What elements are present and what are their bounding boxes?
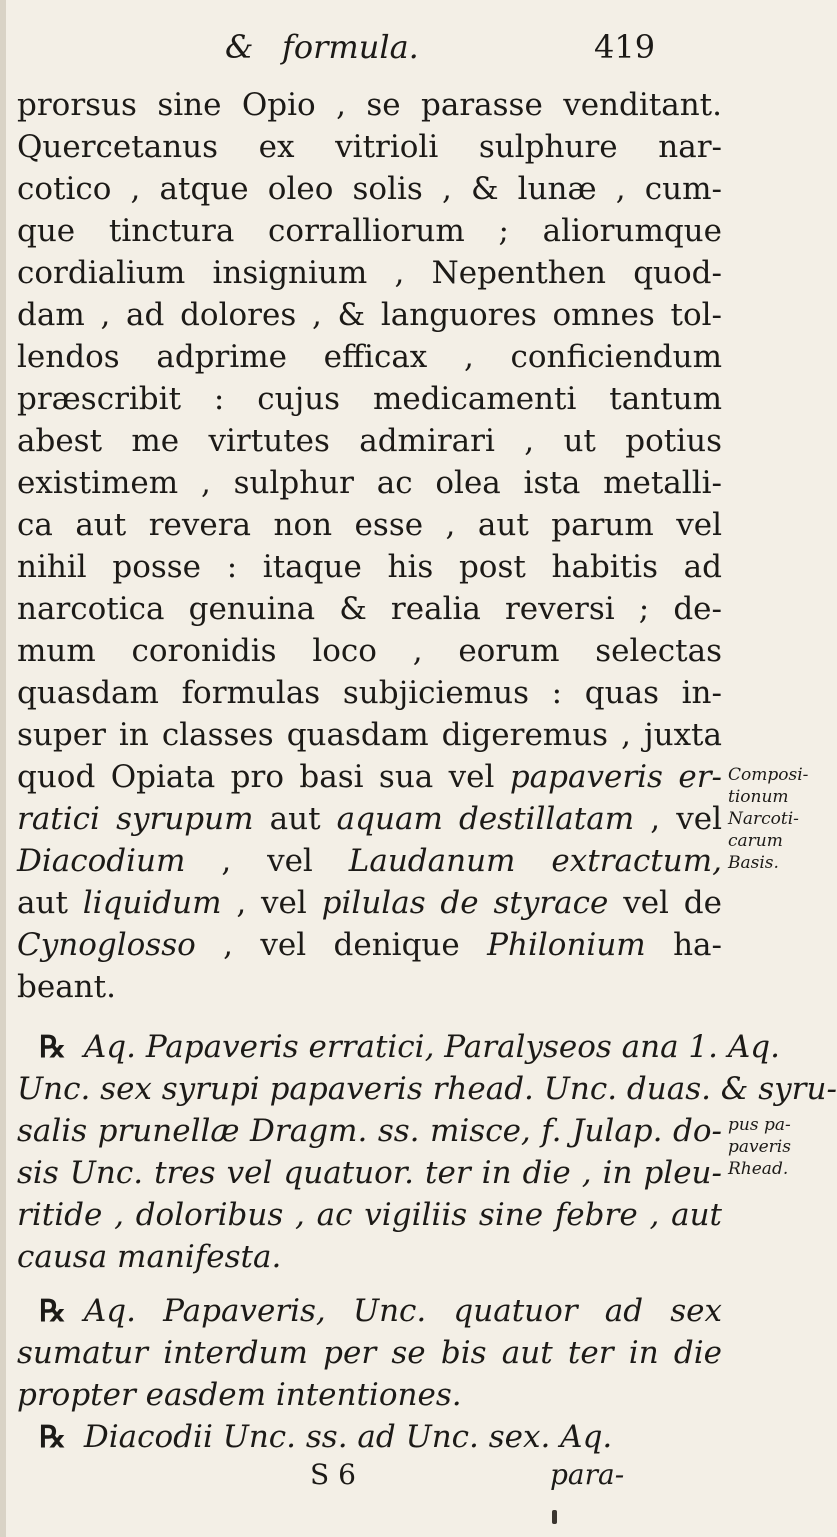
- margin-note-composition: [728, 764, 809, 874]
- recipe-line: ritide , doloribus , ac vigiliis sine febre , aut: [17, 1197, 722, 1233]
- page-number: 419: [594, 28, 656, 66]
- text-line: abest me virtutes admirari , ut potius: [17, 423, 722, 459]
- text-run: , vel denique: [195, 927, 488, 963]
- running-header: [0, 28, 800, 78]
- recipe-text: Aq. Papaveris, Unc. quatuor ad sex: [83, 1293, 722, 1329]
- margin-note-line: Basis.: [728, 853, 779, 873]
- italic-term: liquidum: [82, 885, 222, 921]
- recipe-line: sis Unc. tres vel quatuor. ter in die , in pleu-: [17, 1155, 722, 1191]
- text-line: [17, 840, 722, 882]
- text-line: cordialium insignium , Nepenthen quod-: [17, 255, 722, 291]
- text-line: existimem , sulphur ac olea ista metalli-: [17, 465, 722, 501]
- italic-term: Philonium: [487, 927, 646, 963]
- text-run: , vel: [185, 843, 349, 879]
- italic-term: Laudanum extractum,: [348, 843, 722, 879]
- margin-note-papaver: [728, 1114, 800, 1180]
- text-line: [17, 756, 722, 798]
- recipe-line: [17, 1026, 780, 1068]
- signature-mark: S 6: [310, 1458, 356, 1491]
- text-line: [17, 924, 722, 966]
- text-line: beant.: [17, 969, 116, 1005]
- header-ampersand: &: [225, 28, 254, 66]
- text-line: [17, 798, 722, 840]
- italic-term: aquam destillatam: [336, 801, 635, 837]
- text-line: [17, 882, 722, 924]
- text-line: prorsus sine Opio , se parasse venditant.: [17, 87, 722, 123]
- margin-note-line: Composi-: [728, 765, 809, 785]
- text-line: præscribit : cujus medicamenti tantum: [17, 381, 722, 417]
- text-run: vel de: [608, 885, 722, 921]
- text-run: aut: [17, 885, 83, 921]
- recipe-line: salis prunellæ Dragm. ss. misce, f. Julap. do-: [17, 1113, 722, 1149]
- italic-term: pilulas de styrace: [321, 885, 609, 921]
- italic-term: papaveris er-: [509, 759, 722, 795]
- margin-note-line: Narcoti-: [728, 809, 799, 829]
- italic-term: Cynoglosso: [17, 927, 196, 963]
- catchword: para-: [550, 1458, 625, 1491]
- page-gutter: [0, 0, 6, 1537]
- text-line: que tinctura corralliorum ; aliorumque: [17, 213, 722, 249]
- recipe-line: propter easdem intentiones.: [17, 1377, 462, 1413]
- recipe-text: Diacodii Unc. ss. ad Unc. sex. Aq.: [83, 1419, 613, 1455]
- recipe-symbol: ℞: [39, 1030, 66, 1065]
- text-line: lendos adprime efficax , conficiendum: [17, 339, 722, 375]
- margin-note-line: pus pa-: [728, 1115, 791, 1135]
- margin-note-line: tionum: [728, 787, 789, 807]
- recipe-line: [17, 1416, 722, 1458]
- recipe-symbol: ℞: [39, 1294, 66, 1329]
- text-line: narcotica genuina & realia reversi ; de-: [17, 591, 722, 627]
- text-run: aut: [253, 801, 337, 837]
- paper-speck: [552, 1510, 557, 1524]
- text-line: ca aut revera non esse , aut parum vel: [17, 507, 722, 543]
- recipe-text: Aq. Papaveris erratici, Paralyseos ana 1. Aq.: [83, 1029, 780, 1065]
- running-title: formula.: [282, 28, 419, 66]
- text-run: , vel: [634, 801, 722, 837]
- italic-term: Diacodium: [17, 843, 186, 879]
- margin-note-line: carum: [728, 831, 783, 851]
- text-line: super in classes quasdam digeremus , juxta: [17, 717, 722, 753]
- recipe-line: Unc. sex syrupi papaveris rhead. Unc. duas. & syru-: [17, 1071, 837, 1107]
- text-line: quasdam formulas subjiciemus : quas in-: [17, 675, 722, 711]
- recipe-line: [17, 1290, 722, 1332]
- text-run: ha-: [645, 927, 722, 963]
- text-line: cotico , atque oleo solis , & lunæ , cum-: [17, 171, 722, 207]
- text-line: Quercetanus ex vitrioli sulphure nar-: [17, 129, 722, 165]
- margin-note-line: paveris: [728, 1137, 791, 1157]
- text-line: mum coronidis loco , eorum selectas: [17, 633, 722, 669]
- recipe-line: causa manifesta.: [17, 1239, 282, 1275]
- text-run: , vel: [221, 885, 322, 921]
- text-line: nihil posse : itaque his post habitis ad: [17, 549, 722, 585]
- italic-term: ratici syrupum: [17, 801, 254, 837]
- text-line: dam , ad dolores , & languores omnes tol-: [17, 297, 722, 333]
- margin-note-line: Rhead.: [728, 1159, 789, 1179]
- recipe-symbol: ℞: [39, 1420, 66, 1455]
- recipe-line: sumatur interdum per se bis aut ter in die: [17, 1335, 722, 1371]
- text-run: quod Opiata pro basi sua vel: [17, 759, 510, 795]
